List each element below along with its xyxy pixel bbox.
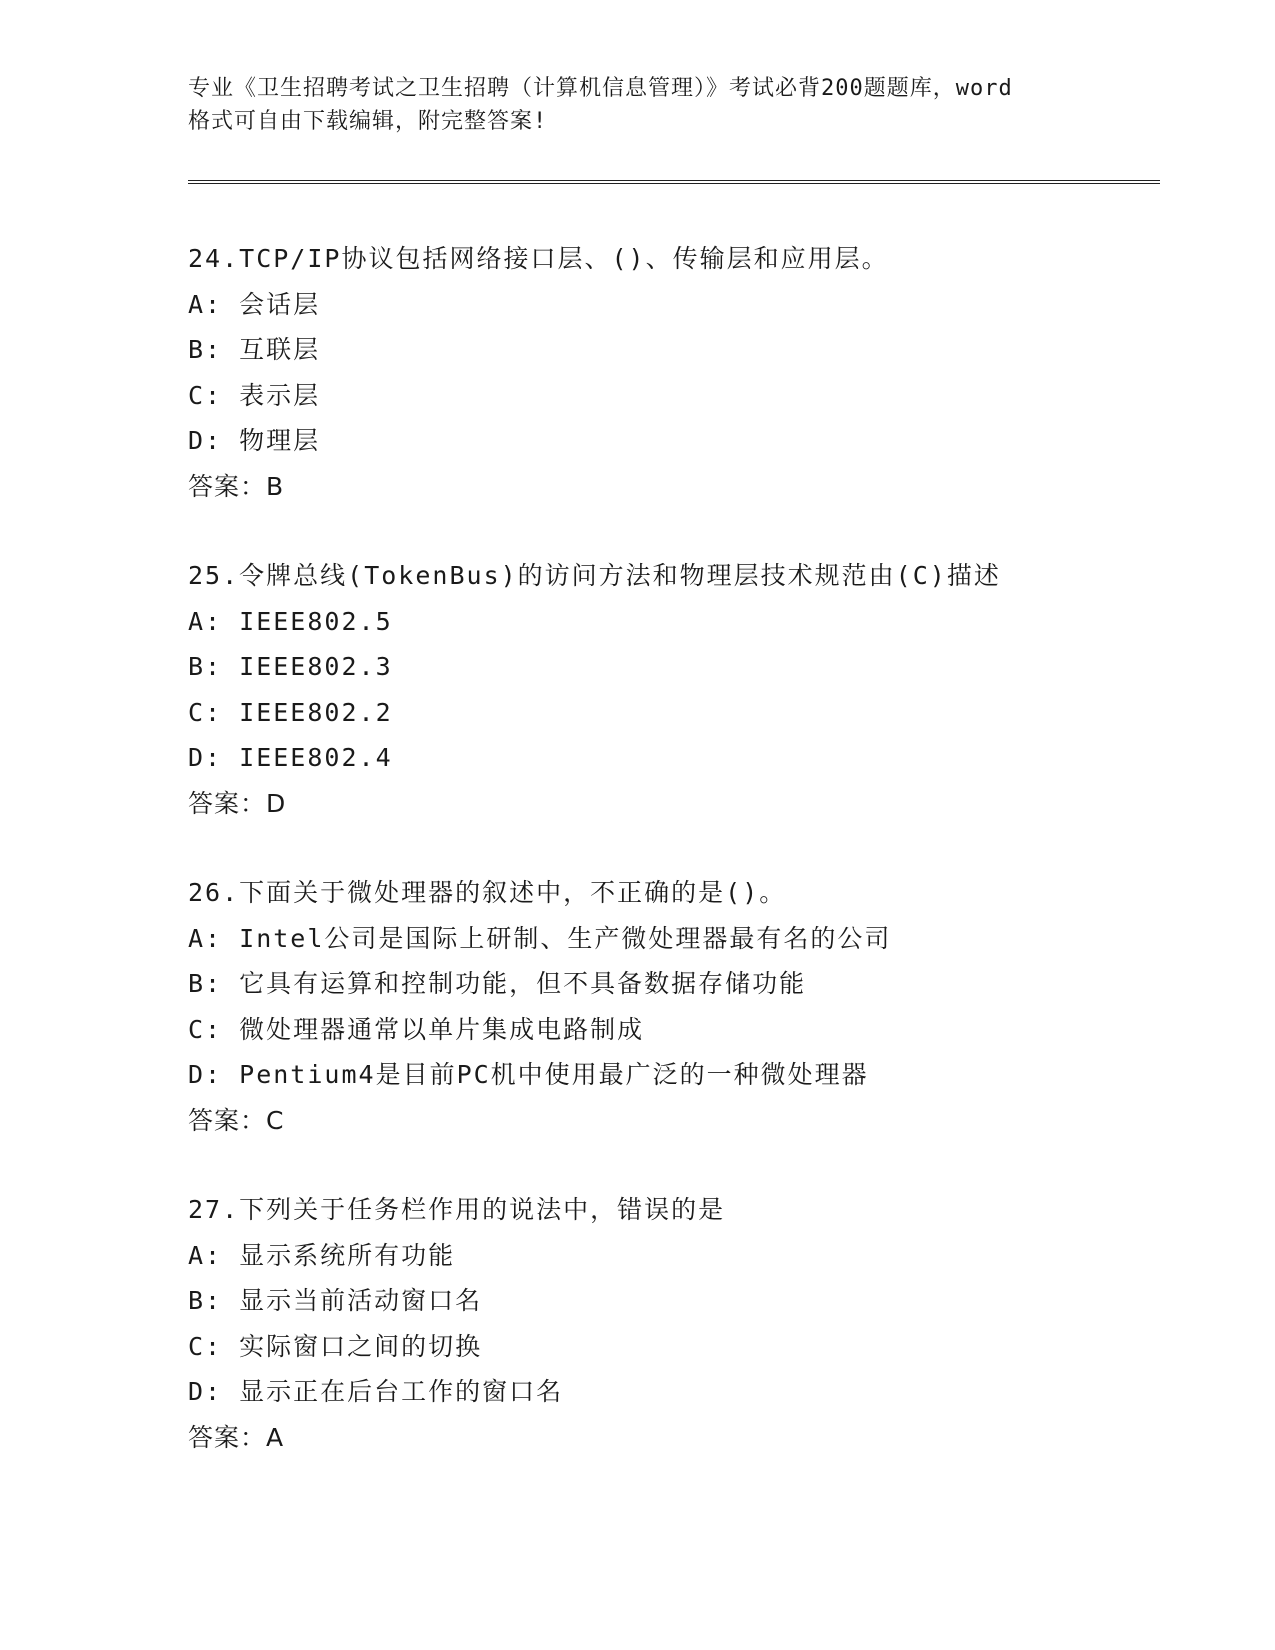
option-b: B: IEEE802.3 — [188, 652, 393, 681]
option-b: B: 显示当前活动窗口名 — [188, 1286, 483, 1315]
question-27 — [188, 1187, 1160, 1460]
header-line-1: 专业《卫生招聘考试之卫生招聘（计算机信息管理）》考试必背200题题库，word — [188, 76, 1013, 101]
question-stem: 27.下列关于任务栏作用的说法中，错误的是 — [188, 1195, 726, 1224]
header-divider — [188, 180, 1160, 184]
header-line-2: 格式可自由下载编辑，附完整答案! — [188, 109, 548, 134]
question-24 — [188, 236, 1160, 509]
option-c: C: 表示层 — [188, 380, 321, 410]
answer-line: 答案：B — [188, 471, 285, 501]
question-stem: 26.下面关于微处理器的叙述中，不正确的是()。 — [188, 878, 787, 907]
question-stem: 25.令牌总线(TokenBus)的访问方法和物理层技术规范由(C)描述 — [188, 561, 1001, 590]
question-stem: 24.TCP/IP协议包括网络接口层、()、传输层和应用层。 — [188, 244, 889, 273]
option-d: D: 物理层 — [188, 426, 321, 455]
option-c: C: 实际窗口之间的切换 — [188, 1331, 483, 1361]
option-a: A: 会话层 — [188, 289, 321, 319]
option-d: D: IEEE802.4 — [188, 743, 393, 772]
answer-line: 答案：D — [188, 788, 287, 818]
option-a: A: Intel公司是国际上研制、生产微处理器最有名的公司 — [188, 923, 892, 953]
option-c: C: 微处理器通常以单片集成电路制成 — [188, 1014, 645, 1044]
document-header — [188, 72, 1088, 138]
answer-line: 答案：C — [188, 1105, 285, 1135]
question-26 — [188, 870, 1160, 1143]
option-b: B: 它具有运算和控制功能，但不具备数据存储功能 — [188, 969, 807, 998]
option-b: B: 互联层 — [188, 335, 321, 364]
question-list — [188, 236, 1160, 1504]
option-d: D: Pentium4是目前PC机中使用最广泛的一种微处理器 — [188, 1060, 869, 1089]
option-a: A: IEEE802.5 — [188, 606, 393, 636]
option-d: D: 显示正在后台工作的窗口名 — [188, 1377, 564, 1406]
option-c: C: IEEE802.2 — [188, 697, 393, 727]
answer-line: 答案：A — [188, 1422, 285, 1452]
option-a: A: 显示系统所有功能 — [188, 1240, 456, 1270]
question-25 — [188, 553, 1160, 826]
